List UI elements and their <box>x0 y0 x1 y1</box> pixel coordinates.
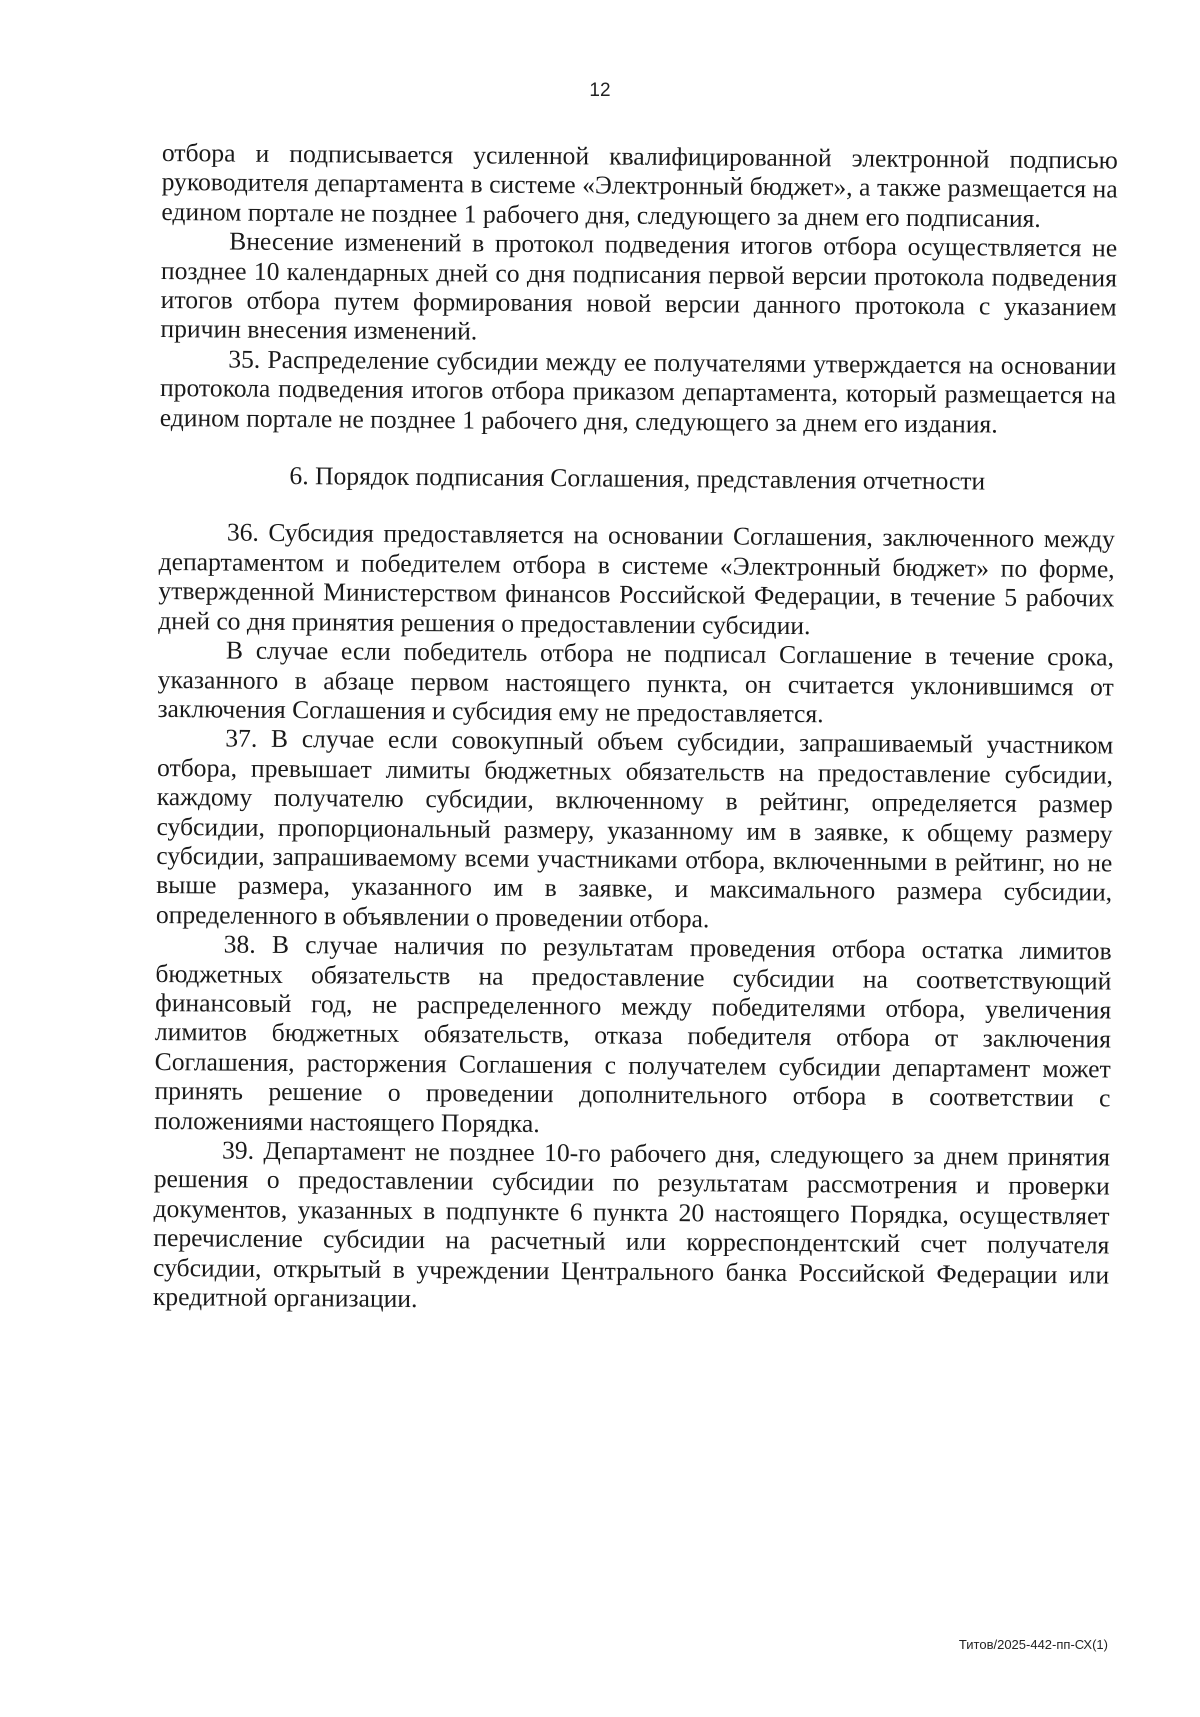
document-body <box>153 138 1118 1319</box>
paragraph-38: 38. В случае наличия по результатам проведения отбора остатка лимитов бюджетных обязательств на предоставление субсидии на соответствующий финансовый год, не распределенного между победителями отбора, увеличения лимитов бюджетных обязательств, отказа победителя отбора от заключения Соглашения, расторжения Соглашения с получателем субсидии департамент может принять решение о проведении дополнительного отбора в соответствии с положениями настоящего Порядка. <box>154 929 1112 1138</box>
paragraph-36-second: В случае если победитель отбора не подписал Соглашение в течение срока, указанного в абзаце первом настоящего пункта, он считается уклонившимся от заключения Соглашения и субсидия ему не предоставляется. <box>157 635 1115 729</box>
paragraph-36: 36. Субсидия предоставляется на основании Соглашения, заключенного между департаментом и победителем отбора в системе «Электронный бюджет» по форме, утвержденной Министерством финансов Российской Федерации, в течение 5 рабочих дней со дня принятия решения о предоставлении субсидии. <box>158 517 1115 640</box>
document-code: Титов/2025-442-пп-СХ(1) <box>958 1637 1108 1652</box>
paragraph-37: 37. В случае если совокупный объем субсидии, запрашиваемый участником отбора, превышает лимиты бюджетных обязательств на предоставление субсидии, каждому получателю субсидии, включенному в рейтинг, определяется размер субсидии, пропорциональный размеру, указанному им в заявке, к общему размеру субсидии, запрашиваемому всеми участниками отбора, включенными в рейтинг, но не выше размера, указанного им в заявке, и максимального размера субсидии, определенного в объявлении о проведении отбора. <box>155 723 1114 934</box>
paragraph-continuation: отбора и подписывается усиленной квалифицированной электронной подписью руководителя департамента в системе «Электронный бюджет», а также размещается на едином портале не позднее 1 рабочего дня, следующего за днем его подписания. <box>161 138 1118 233</box>
page-number: 12 <box>589 80 611 101</box>
paragraph-39: 39. Департамент не позднее 10-го рабочего дня, следующего за днем принятия решения о предоставлении субсидии по результатам рассмотрения и проверки документов, указанных в подпункте 6 пункта 20 настоящего Порядка, осуществляет перечисление субсидии на расчетный или корреспондентский счет получателя субсидии, открытый в учреждении Центрального банка Российской Федерации или кредитной организации. <box>152 1135 1111 1314</box>
paragraph-protocol-amendments: Внесение изменений в протокол подведения итогов отбора осуществляется не позднее 10 календарных дней со дня подписания первой версии протокола подведения итогов отбора путем формирования новой версии данного протокола с указанием причин внесения изменений. <box>160 226 1118 346</box>
paragraph-35: 35. Распределение субсидии между ее получателями утверждается на основании протокола подведения итогов отбора приказом департамента, который размещается на едином портале не позднее 1 рабочего дня, следующего за днем его издания. <box>159 344 1117 439</box>
section-6-heading: 6. Порядок подписания Соглашения, представления отчетности <box>289 461 986 496</box>
